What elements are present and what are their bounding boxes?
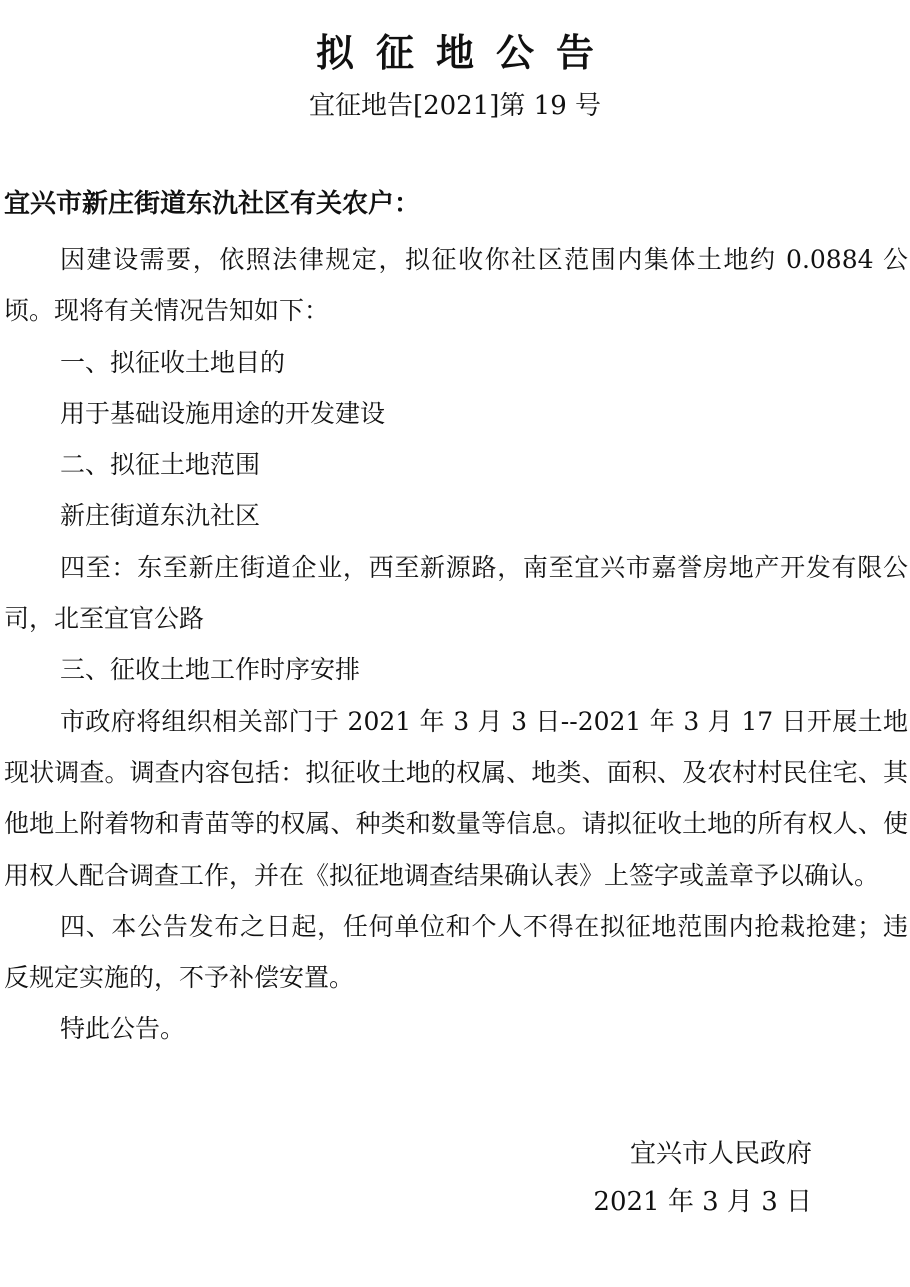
section-heading-scope: 二、拟征土地范围 [60,450,261,480]
closing-text: 特此公告。 [60,1014,186,1044]
schedule-text: 市政府将组织相关部门于 2021 年 3 月 3 日--2021 年 3 月 17 日开展土地现状调查。调查内容包括：拟征收土地的权属、地类、面积、及农村村民住宅、其他地上附着物和青苗等的权属、种类和数量等信息。请拟征收土地的所有权人、使用权人配合调查工作，并在《拟征地调查结果确认表》上签字或盖章予以确认。 [4,706,908,890]
intro-paragraph: 因建设需要，依照法律规定，拟征收你社区范围内集体土地约 0.0884 公顷。现将有关情况告知如下： [4,245,908,326]
issue-date: 2021 年 3 月 3 日 [593,1187,812,1217]
section-heading-schedule: 三、征收土地工作时序安排 [60,655,361,685]
notice-title: 拟征地公告 [315,31,616,75]
addressee: 宜兴市新庄街道东氿社区有关农户： [4,189,421,219]
issuing-organization: 宜兴市人民政府 [629,1139,812,1169]
notice-body [4,234,908,1055]
purpose-text: 用于基础设施用途的开发建设 [60,398,386,428]
section-restriction: 四、本公告发布之日起，任何单位和个人不得在拟征地范围内抢栽抢建；违反规定实施的，不予补偿安置。 [4,911,908,993]
boundaries-text: 四至：东至新庄街道企业，西至新源路，南至宜兴市嘉誉房地产开发有限公司，北至宜官公路 [4,552,908,634]
document-number: 宜征地告[2021]第 19 号 [308,91,602,121]
scope-text: 新庄街道东氿社区 [60,501,261,531]
section-heading-purpose: 一、拟征收土地目的 [60,347,286,377]
